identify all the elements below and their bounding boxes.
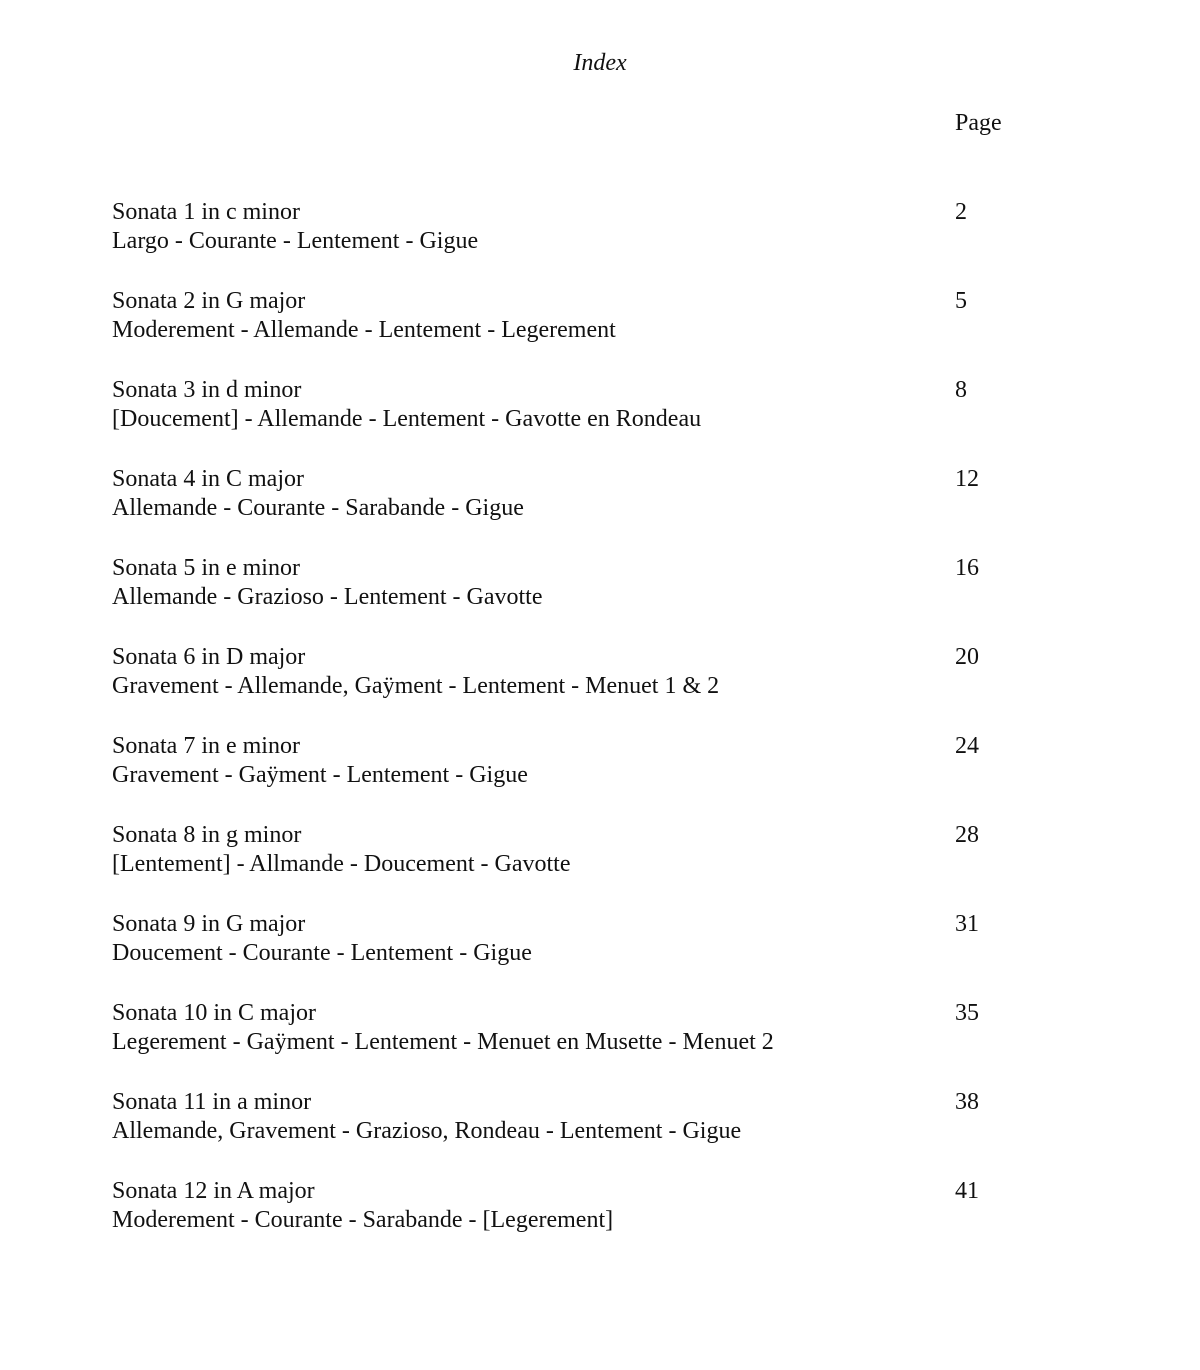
- index-entry: [112, 731, 1112, 820]
- index-entry: [112, 820, 1112, 909]
- index-entry: [112, 1176, 1112, 1265]
- sonata-movements: Moderement - Allemande - Lentement - Legerement: [112, 317, 616, 343]
- index-entry: [112, 197, 1112, 286]
- index-entry: [112, 375, 1112, 464]
- sonata-movements: [Lentement] - Allmande - Doucement - Gavotte: [112, 851, 571, 877]
- sonata-title: Sonata 11 in a minor: [112, 1089, 312, 1115]
- sonata-title: Sonata 9 in G major: [112, 911, 306, 937]
- page-number: 41: [955, 1178, 979, 1204]
- index-list: [112, 197, 1112, 1265]
- index-entry: [112, 998, 1112, 1087]
- sonata-movements: Largo - Courante - Lentement - Gigue: [112, 228, 479, 254]
- page-number: 5: [955, 288, 967, 314]
- page-number: 35: [955, 1000, 979, 1026]
- sonata-movements: Doucement - Courante - Lentement - Gigue: [112, 940, 532, 966]
- sonata-movements: Allemande, Gravement - Grazioso, Rondeau - Lentement - Gigue: [112, 1118, 742, 1144]
- sonata-title: Sonata 12 in A major: [112, 1178, 315, 1204]
- page-title: Index: [573, 50, 627, 76]
- page-number: 28: [955, 822, 979, 848]
- sonata-title: Sonata 6 in D major: [112, 644, 306, 670]
- index-entry: [112, 286, 1112, 375]
- sonata-movements: Gravement - Allemande, Gaÿment - Lentement - Menuet 1 & 2: [112, 673, 720, 699]
- page-number: 24: [955, 733, 979, 759]
- index-entry: [112, 553, 1112, 642]
- page-number: 31: [955, 911, 979, 937]
- sonata-title: Sonata 3 in d minor: [112, 377, 302, 403]
- page-number: 16: [955, 555, 979, 581]
- sonata-title: Sonata 4 in C major: [112, 466, 304, 492]
- sonata-movements: [Doucement] - Allemande - Lentement - Gavotte en Rondeau: [112, 406, 702, 432]
- sonata-title: Sonata 5 in e minor: [112, 555, 300, 581]
- sonata-title: Sonata 10 in C major: [112, 1000, 316, 1026]
- index-entry: [112, 1087, 1112, 1176]
- sonata-movements: Moderement - Courante - Sarabande - [Legerement]: [112, 1207, 614, 1233]
- page-column-header: Page: [955, 110, 1002, 136]
- sonata-title: Sonata 7 in e minor: [112, 733, 300, 759]
- page-number: 8: [955, 377, 967, 403]
- page-number: 20: [955, 644, 979, 670]
- sonata-movements: Gravement - Gaÿment - Lentement - Gigue: [112, 762, 528, 788]
- sonata-movements: Allemande - Courante - Sarabande - Gigue: [112, 495, 524, 521]
- page-number: 38: [955, 1089, 979, 1115]
- index-entry: [112, 464, 1112, 553]
- sonata-title: Sonata 8 in g minor: [112, 822, 302, 848]
- index-entry: [112, 909, 1112, 998]
- sonata-title: Sonata 2 in G major: [112, 288, 306, 314]
- page-number: 12: [955, 466, 979, 492]
- sonata-movements: Legerement - Gaÿment - Lentement - Menuet en Musette - Menuet 2: [112, 1029, 774, 1055]
- index-entry: [112, 642, 1112, 731]
- sonata-movements: Allemande - Grazioso - Lentement - Gavotte: [112, 584, 543, 610]
- page-number: 2: [955, 199, 967, 225]
- sonata-title: Sonata 1 in c minor: [112, 199, 300, 225]
